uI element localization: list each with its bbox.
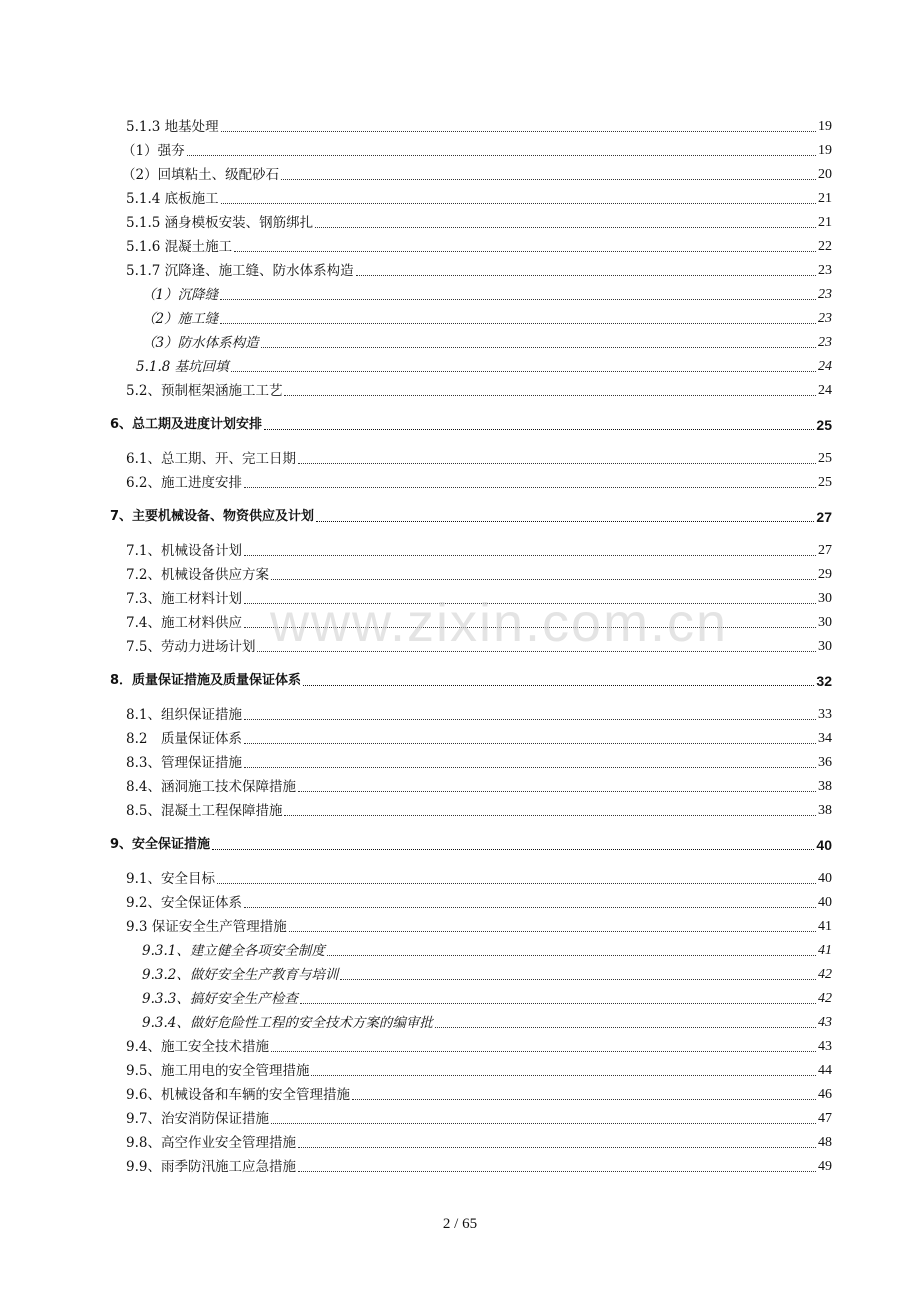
toc-entry-page: 23 [818, 335, 832, 350]
dot-leader [311, 1074, 816, 1076]
dot-leader [264, 428, 814, 430]
toc-entry[interactable] [126, 914, 832, 936]
dot-leader [261, 346, 816, 348]
toc-entry-page: 43 [818, 1015, 832, 1030]
toc-entry-page: 40 [818, 895, 832, 910]
toc-entry-label: 9.7、治安消防保证措施 [126, 1111, 269, 1127]
toc-entry-page: 22 [818, 239, 832, 254]
toc-entry[interactable] [126, 798, 832, 820]
toc-entry-page: 43 [818, 1039, 832, 1054]
toc-entry-label: 8.3、管理保证措施 [126, 755, 242, 771]
dot-leader [281, 178, 816, 180]
toc-entry[interactable] [126, 210, 832, 232]
toc-entry-label: 9.3.1、建立健全各项安全制度 [142, 943, 325, 959]
dot-leader [271, 1122, 816, 1124]
toc-entry-page: 46 [818, 1087, 832, 1102]
dot-leader [234, 250, 816, 252]
toc-entry[interactable] [126, 1082, 832, 1104]
toc-entry-label: 9.2、安全保证体系 [126, 895, 242, 911]
toc-entry-page: 42 [818, 991, 832, 1006]
toc-entry-label: 5.1.7 沉降逢、施工缝、防水体系构造 [126, 263, 354, 279]
dot-leader [257, 650, 816, 652]
toc-entry[interactable] [142, 1010, 832, 1032]
toc-entry-page: 23 [818, 287, 832, 302]
toc-entry-page: 32 [816, 673, 832, 689]
dot-leader [303, 684, 814, 686]
toc-entry-label: （1）沉降缝 [142, 287, 219, 303]
dot-leader [298, 1170, 816, 1172]
toc-entry-page: 30 [818, 591, 832, 606]
toc-entry-page: 44 [818, 1063, 832, 1078]
toc-entry[interactable] [110, 412, 832, 434]
toc-entry-label: 9.4、施工安全技术措施 [126, 1039, 269, 1055]
toc-entry-label: 7、主要机械设备、物资供应及计划 [110, 509, 315, 524]
dot-leader [244, 718, 816, 720]
toc-entry[interactable] [126, 1058, 832, 1080]
dot-leader [327, 954, 816, 956]
toc-entry[interactable] [142, 986, 832, 1008]
toc-entry-label: 5.1.3 地基处理 [126, 119, 219, 135]
toc-entry-label: （2）施工缝 [142, 311, 219, 327]
toc-entry-page: 47 [818, 1111, 832, 1126]
toc-entry[interactable] [126, 726, 832, 748]
dot-leader [271, 578, 816, 580]
toc-entry[interactable] [110, 504, 832, 526]
dot-leader [244, 766, 816, 768]
toc-entry-label: （1）强夯 [122, 143, 185, 159]
toc-entry-page: 38 [818, 779, 832, 794]
toc-entry-label: 9.3.3、搞好安全生产检查 [142, 991, 298, 1007]
toc-entry-label: 9.1、安全目标 [126, 871, 215, 887]
toc-entry-label: 5.1.4 底板施工 [126, 191, 219, 207]
toc-entry-page: 49 [818, 1159, 832, 1174]
toc-entry[interactable] [126, 234, 832, 256]
toc-entry[interactable] [142, 282, 832, 304]
toc-entry[interactable] [126, 634, 832, 656]
toc-entry-label: 9.3.2、做好安全生产教育与培训 [142, 967, 339, 983]
toc-entry-label: 5.1.6 混凝土施工 [126, 239, 233, 255]
toc-entry[interactable] [126, 702, 832, 724]
dot-leader [231, 370, 816, 372]
toc-entry-page: 25 [818, 475, 832, 490]
dot-leader [289, 930, 816, 932]
toc-entry[interactable] [126, 186, 832, 208]
toc-entry[interactable] [126, 470, 832, 492]
toc-entry-label: 9、安全保证措施 [110, 837, 211, 852]
toc-entry-page: 48 [818, 1135, 832, 1150]
toc-entry-label: 9.9、雨季防汛施工应急措施 [126, 1159, 296, 1175]
toc-entry-label: 9.3.4、做好危险性工程的安全技术方案的编审批 [142, 1015, 433, 1031]
toc-entry-page: 36 [818, 755, 832, 770]
dot-leader [316, 520, 814, 522]
dot-leader [221, 202, 816, 204]
toc-entry-label: 5.1.5 涵身模板安装、钢筋绑扎 [126, 215, 314, 231]
dot-leader [315, 226, 816, 228]
toc-entry-page: 41 [818, 943, 832, 958]
toc-entry[interactable] [142, 962, 832, 984]
toc-entry-label: 7.3、施工材料计划 [126, 591, 242, 607]
dot-leader [220, 322, 816, 324]
dot-leader [298, 1146, 816, 1148]
toc-entry[interactable] [126, 1034, 832, 1056]
dot-leader [217, 882, 816, 884]
toc-entry-label: 7.2、机械设备供应方案 [126, 567, 269, 583]
toc-entry[interactable] [126, 114, 832, 136]
toc-entry-page: 34 [818, 731, 832, 746]
toc-entry[interactable] [126, 610, 832, 632]
toc-entry-page: 33 [818, 707, 832, 722]
dot-leader [356, 274, 816, 276]
toc-entry[interactable] [142, 306, 832, 328]
dot-leader [435, 1026, 816, 1028]
toc-entry-label: 9.5、施工用电的安全管理措施 [126, 1063, 310, 1079]
toc-entry[interactable] [126, 586, 832, 608]
toc-entry-page: 42 [818, 967, 832, 982]
dot-leader [244, 554, 816, 556]
toc-entry[interactable] [126, 538, 832, 560]
toc-entry-label: 7.4、施工材料供应 [126, 615, 242, 631]
toc-entry[interactable] [126, 750, 832, 772]
toc-entry[interactable] [126, 258, 832, 280]
toc-entry-label: 8.4、涵洞施工技术保障措施 [126, 779, 296, 795]
toc-entry[interactable] [126, 1106, 832, 1128]
dot-leader [244, 742, 816, 744]
toc-entry-page: 27 [816, 509, 832, 525]
dot-leader [221, 130, 816, 132]
toc-entry-page: 21 [818, 191, 832, 206]
toc-entry-page: 25 [816, 417, 832, 433]
toc-entry-page: 30 [818, 615, 832, 630]
toc-entry-label: 5.2、预制框架涵施工工艺 [126, 383, 283, 399]
toc-entry-label: 6.1、总工期、开、完工日期 [126, 451, 296, 467]
toc-entry-label: 6.2、施工进度安排 [126, 475, 242, 491]
toc-entry-page: 38 [818, 803, 832, 818]
dot-leader [220, 298, 816, 300]
dot-leader [187, 154, 816, 156]
toc-entry-page: 27 [818, 543, 832, 558]
toc-entry-page: 20 [818, 167, 832, 182]
toc-entry-page: 41 [818, 919, 832, 934]
dot-leader [298, 462, 816, 464]
toc-entry[interactable] [126, 1154, 832, 1176]
toc-entry-page: 24 [818, 383, 832, 398]
dot-leader [300, 1002, 816, 1004]
toc-entry-label: 8.1、组织保证措施 [126, 707, 242, 723]
toc-entry-page: 19 [818, 119, 832, 134]
dot-leader [244, 602, 816, 604]
toc-entry[interactable] [136, 354, 832, 376]
dot-leader [340, 978, 816, 980]
toc-entry-page: 19 [818, 143, 832, 158]
toc-entry[interactable] [142, 330, 832, 352]
dot-leader [284, 394, 816, 396]
toc-entry-label: 8.2 质量保证体系 [126, 731, 242, 747]
toc-entry[interactable] [110, 668, 832, 690]
toc-entry-page: 21 [818, 215, 832, 230]
toc-entry[interactable] [126, 378, 832, 400]
toc-entry-label: 8．质量保证措施及质量保证体系 [110, 673, 302, 688]
dot-leader [271, 1050, 816, 1052]
dot-leader [244, 626, 816, 628]
dot-leader [244, 486, 816, 488]
toc-entry-page: 23 [818, 311, 832, 326]
toc-entry[interactable] [126, 562, 832, 584]
toc-entry-label: 6、总工期及进度计划安排 [110, 417, 263, 432]
watermark: www.zixin.com.cn [270, 593, 729, 653]
dot-leader [244, 906, 816, 908]
toc-entry[interactable] [126, 1130, 832, 1152]
toc-entry-page: 30 [818, 639, 832, 654]
toc-entry-page: 23 [818, 263, 832, 278]
toc-entry[interactable] [126, 774, 832, 796]
toc-entry-label: 7.5、劳动力进场计划 [126, 639, 256, 655]
dot-leader [212, 848, 814, 850]
toc-entry-page: 24 [818, 359, 832, 374]
dot-leader [352, 1098, 816, 1100]
toc-entry[interactable] [122, 138, 832, 160]
toc-entry[interactable] [142, 938, 832, 960]
toc-entry-label: （3）防水体系构造 [142, 335, 259, 351]
toc-entry-label: 9.3 保证安全生产管理措施 [126, 919, 287, 935]
dot-leader [298, 790, 816, 792]
toc-entry-label: 7.1、机械设备计划 [126, 543, 242, 559]
toc-entry[interactable] [126, 446, 832, 468]
toc-entry-page: 40 [816, 837, 832, 853]
toc-entry-page: 29 [818, 567, 832, 582]
dot-leader [284, 814, 816, 816]
toc-entry-page: 40 [818, 871, 832, 886]
toc-entry-label: 9.8、高空作业安全管理措施 [126, 1135, 296, 1151]
toc-entry[interactable] [122, 162, 832, 184]
toc-entry[interactable] [126, 866, 832, 888]
page-number: 2 / 65 [442, 1216, 478, 1232]
toc-entry-page: 25 [818, 451, 832, 466]
toc-entry-label: 8.5、混凝土工程保障措施 [126, 803, 283, 819]
toc-entry-label: （2）回填粘土、级配砂石 [122, 167, 280, 183]
toc-entry-label: 5.1.8 基坑回填 [136, 359, 229, 375]
toc-entry[interactable] [126, 890, 832, 912]
toc-entry-label: 9.6、机械设备和车辆的安全管理措施 [126, 1087, 350, 1103]
toc-entry[interactable] [110, 832, 832, 854]
